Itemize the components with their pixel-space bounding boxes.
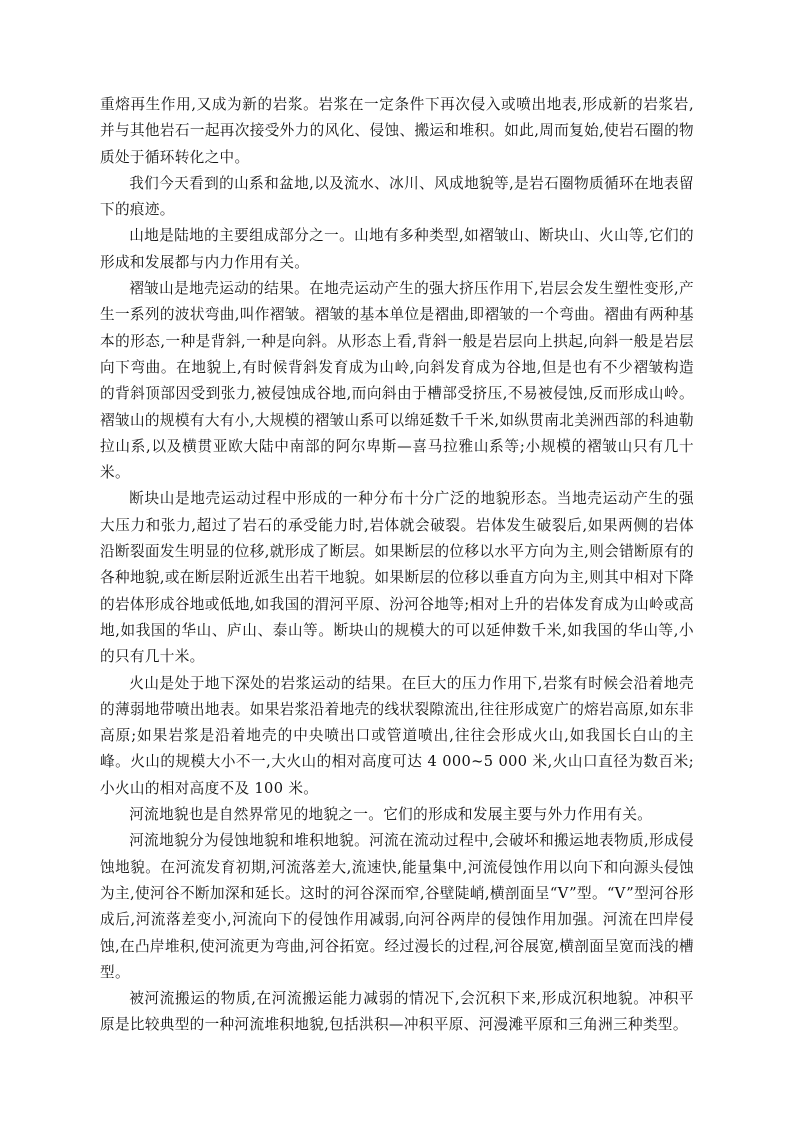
paragraph-1: 重熔再生作用,又成为新的岩浆。岩浆在一定条件下再次侵入或喷出地表,形成新的岩浆岩,并与其他岩石一起再次接受外力的风化、侵蚀、搬运和堆积。如此,周而复始,使岩石圈的物质处于循环转化之中。 xyxy=(100,96,694,166)
paragraph-4: 褶皱山是地壳运动的结果。在地壳运动产生的强大挤压作用下,岩层会发生塑性变形,产生一系列的波状弯曲,叫作褶皱。褶皱的基本单位是褶曲,即褶皱的一个弯曲。褶曲有两种基本的形态,一种是背斜,一种是向斜。从形态上看,背斜一般是岩层向上拱起,向斜一般是岩层向下弯曲。在地貌上,有时候背斜发育成为山岭,向斜发育成为谷地,但是也有不少褶皱构造的背斜顶部因受到张力,被侵蚀成谷地,而向斜由于槽部受挤压,不易被侵蚀,反而形成山岭。褶皱山的规模有大有小,大规模的褶皱山系可以绵延数千千米,如纵贯南北美洲西部的科迪勒拉山系,以及横贯亚欧大陆中南部的阿尔卑斯—喜马拉雅山系等;小规模的褶皱山只有几十米。 xyxy=(100,280,694,482)
paragraph-2: 我们今天看到的山系和盆地,以及流水、冰川、风成地貌等,是岩石圈物质循环在地表留下的痕迹。 xyxy=(100,174,694,219)
paragraph-3: 山地是陆地的主要组成部分之一。山地有多种类型,如褶皱山、断块山、火山等,它们的形成和发展都与内力作用有关。 xyxy=(100,227,694,271)
paragraph-5: 断块山是地壳运动过程中形成的一种分布十分广泛的地貌形态。当地壳运动产生的强大压力和张力,超过了岩石的承受能力时,岩体就会破裂。岩体发生破裂后,如果两侧的岩体沿断裂面发生明显的位移,就形成了断层。如果断层的位移以水平方向为主,则会错断原有的各种地貌,或在断层附近派生出若干地貌。如果断层的位移以垂直方向为主,则其中相对下降的岩体形成谷地或低地,如我国的渭河平原、汾河谷地等;相对上升的岩体发育成为山岭或高地,如我国的华山、庐山、泰山等。断块山的规模大的可以延伸数千米,如我国的华山等,小的只有几十米。 xyxy=(100,490,694,666)
paragraph-7: 河流地貌也是自然界常见的地貌之一。它们的形成和发展主要与外力作用有关。 xyxy=(129,806,653,824)
paragraph-6: 火山是处于地下深处的岩浆运动的结果。在巨大的压力作用下,岩浆有时候会沿着地壳的薄弱地带喷出地表。如果岩浆沿着地壳的线状裂隙流出,往往形成宽广的熔岩高原,如东非高原;如果岩浆是沿着地壳的中央喷出口或管道喷出,往往会形成火山,如我国长白山的主峰。火山的规模大小不一,大火山的相对高度可达 4 000~5 000 米,火山口直径为数百米;小火山的相对高度不及 100 米。 xyxy=(100,674,694,797)
paragraph-9: 被河流搬运的物质,在河流搬运能力减弱的情况下,会沉积下来,形成沉积地貌。冲积平原是比较典型的一种河流堆积地貌,包括洪积—冲积平原、河漫滩平原和三角洲三种类型。 xyxy=(100,990,694,1034)
document-body xyxy=(100,92,694,1039)
paragraph-8: 河流地貌分为侵蚀地貌和堆积地貌。河流在流动过程中,会破坏和搬运地表物质,形成侵蚀地貌。在河流发育初期,河流落差大,流速快,能量集中,河流侵蚀作用以向下和向源头侵蚀为主,使河谷不断加深和延长。这时的河谷深而窄,谷壁陡峭,横剖面呈“V”型。“V”型河谷形成后,河流落差变小,河流向下的侵蚀作用减弱,向河谷两岸的侵蚀作用加强。河流在凹岸侵蚀,在凸岸堆积,使河流更为弯曲,河谷拓宽。经过漫长的过程,河谷展宽,横剖面呈宽而浅的槽型。 xyxy=(100,832,694,981)
